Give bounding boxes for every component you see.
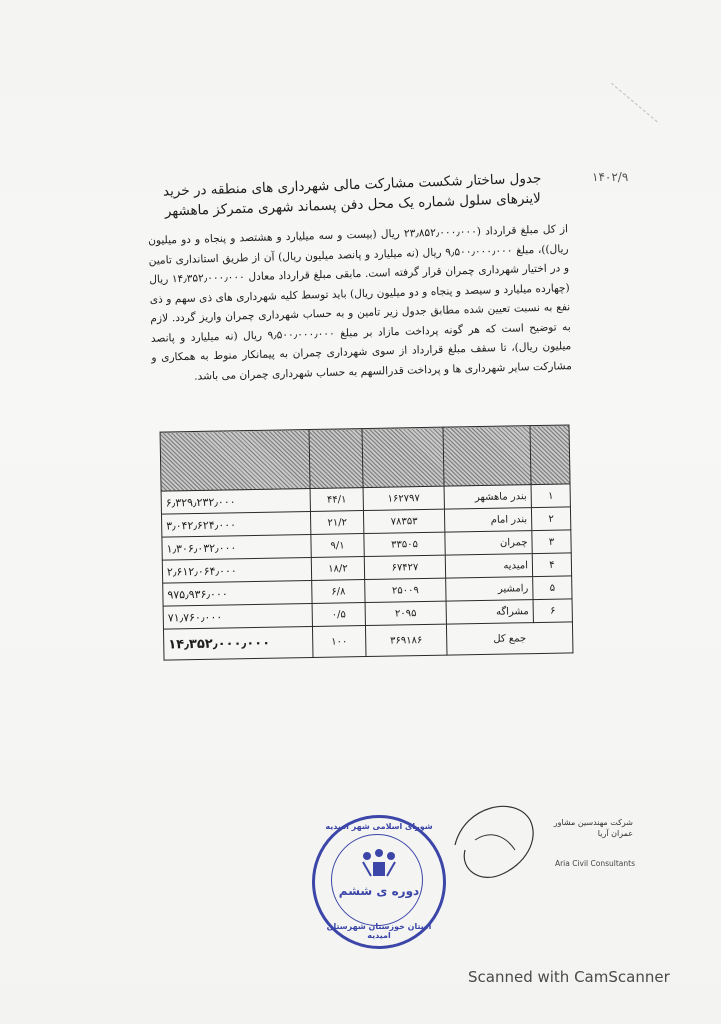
council-emblem-icon — [359, 848, 399, 880]
total-percent: ۱۰۰ — [312, 626, 366, 658]
row-city: امیدیه — [445, 554, 532, 579]
header-percent — [309, 429, 363, 489]
row-percent: ۱۸/۲ — [311, 557, 364, 581]
row-index: ۲ — [531, 507, 570, 531]
row-percent: ۴۴/۱ — [310, 488, 363, 512]
table-total-row — [163, 622, 572, 660]
row-percent: ۲۱/۲ — [310, 511, 363, 535]
contribution-table-container — [160, 424, 575, 716]
row-population: ۱۶۲۷۹۷ — [363, 486, 444, 510]
row-amount: ۱٫۳۰۶٫۰۳۲٫۰۰۰ — [162, 534, 311, 560]
row-index: ۵ — [533, 576, 572, 600]
row-city: بندر ماهشهر — [444, 485, 531, 510]
row-city: چمران — [445, 531, 532, 556]
total-label: جمع کل — [446, 622, 573, 655]
pen-scribble — [572, 83, 657, 168]
row-percent: ۰/۵ — [312, 603, 365, 627]
signature-scribble-icon — [445, 795, 555, 885]
row-amount: ۳٫۰۴۲٫۶۲۴٫۰۰۰ — [161, 511, 310, 537]
row-index: ۱ — [531, 484, 570, 508]
row-index: ۶ — [533, 599, 572, 623]
header-amount — [160, 429, 310, 491]
row-city: رامشیر — [446, 577, 533, 602]
stamp-top-text: شورای اسلامی شهر امیدیه — [325, 822, 433, 831]
header-population — [362, 427, 444, 487]
row-index: ۴ — [532, 553, 571, 577]
stamp-bottom-text: استان خوزستان شهرستان امیدیه — [326, 922, 432, 940]
firm-name: شرکت مهندسین مشاور عمران آریا — [553, 818, 633, 838]
table-body — [161, 484, 572, 629]
row-city: بندر امام — [444, 508, 531, 533]
header-index — [530, 425, 570, 485]
corner-handwritten-note: ۱۴۰۲/۹ — [592, 170, 629, 184]
total-amount: ۱۴٫۳۵۲٫۰۰۰٫۰۰۰ — [163, 626, 313, 660]
row-population: ۲۰۹۵ — [365, 601, 446, 625]
row-population: ۲۵۰۰۹ — [365, 578, 446, 602]
total-population: ۳۶۹۱۸۶ — [365, 624, 447, 656]
row-population: ۳۳۵۰۵ — [364, 532, 445, 556]
firm-name-english: Aria Civil Consultants — [554, 859, 635, 868]
engineering-firm-stamp — [445, 795, 635, 895]
contribution-table — [160, 424, 574, 660]
stamp-period-text: دوره ی ششم — [338, 884, 420, 898]
document-body-paragraph: از کل مبلغ قرارداد (۲۳٫۸۵۲٫۰۰۰٫۰۰۰ ریال (بیست و سه میلیارد و هشتصد و پنجاه و دو میلیون ریال))، مبلغ ۹٫۵۰۰٫۰۰۰٫۰۰۰ ریال (نه میلیارد و پانصد میلیون ریال) آن از طریق استانداری تامین و در اختیار شهرداری چمران قرار گرفته است. مابقی مبلغ قرارداد معادل ۱۴٫۳۵۲٫۰۰۰٫۰۰۰ ریال (چهارده میلیارد و سیصد و پنجاه و دو میلیون ریال) باید توسط کلیه شهرداری های ذی سهم و ذی نفع به نسبت تعیین شده مطابق جدول زیر تامین و به حساب شهرداری چمران واریز گردد. لازم به توضیح است که هر گونه پرداخت مازاد بر مبلغ ۹٫۵۰۰٫۰۰۰٫۰۰۰ ریال (نه میلیارد و پانصد میلیون ریال)، تا سقف مبلغ قرارداد از سوی شهرداری چمران به پیمانکار منوط به همکاری و مشارکت سایر شهرداری ها و پرداخت قدرالسهم به حساب شهرداری چمران می باشد. — [147, 223, 572, 383]
row-population: ۷۸۳۵۳ — [363, 509, 444, 533]
camscanner-watermark: Scanned with CamScanner — [468, 968, 670, 986]
header-city — [443, 426, 531, 487]
row-percent: ۹/۱ — [311, 534, 364, 558]
row-index: ۳ — [532, 530, 571, 554]
row-amount: ۶٫۳۲۹٫۲۳۲٫۰۰۰ — [161, 488, 310, 514]
row-amount: ۷۱٫۷۶۰٫۰۰۰ — [163, 603, 312, 629]
row-amount: ۲٫۶۱۲٫۰۶۴٫۰۰۰ — [162, 557, 311, 583]
row-percent: ۶/۸ — [312, 580, 365, 604]
table-header-row — [160, 425, 570, 491]
city-council-stamp — [312, 815, 446, 949]
row-amount: ۹۷۵٫۹۳۶٫۰۰۰ — [163, 580, 312, 606]
document-title: جدول ساختار شکست مشارکت مالی شهرداری های منطقه در خرید لاینرهای سلول شماره یک محل دفن پسماند شهری متمرکز ماهشهر — [162, 170, 542, 220]
row-population: ۶۷۴۲۷ — [364, 555, 445, 579]
row-city: مشراگه — [446, 600, 533, 625]
